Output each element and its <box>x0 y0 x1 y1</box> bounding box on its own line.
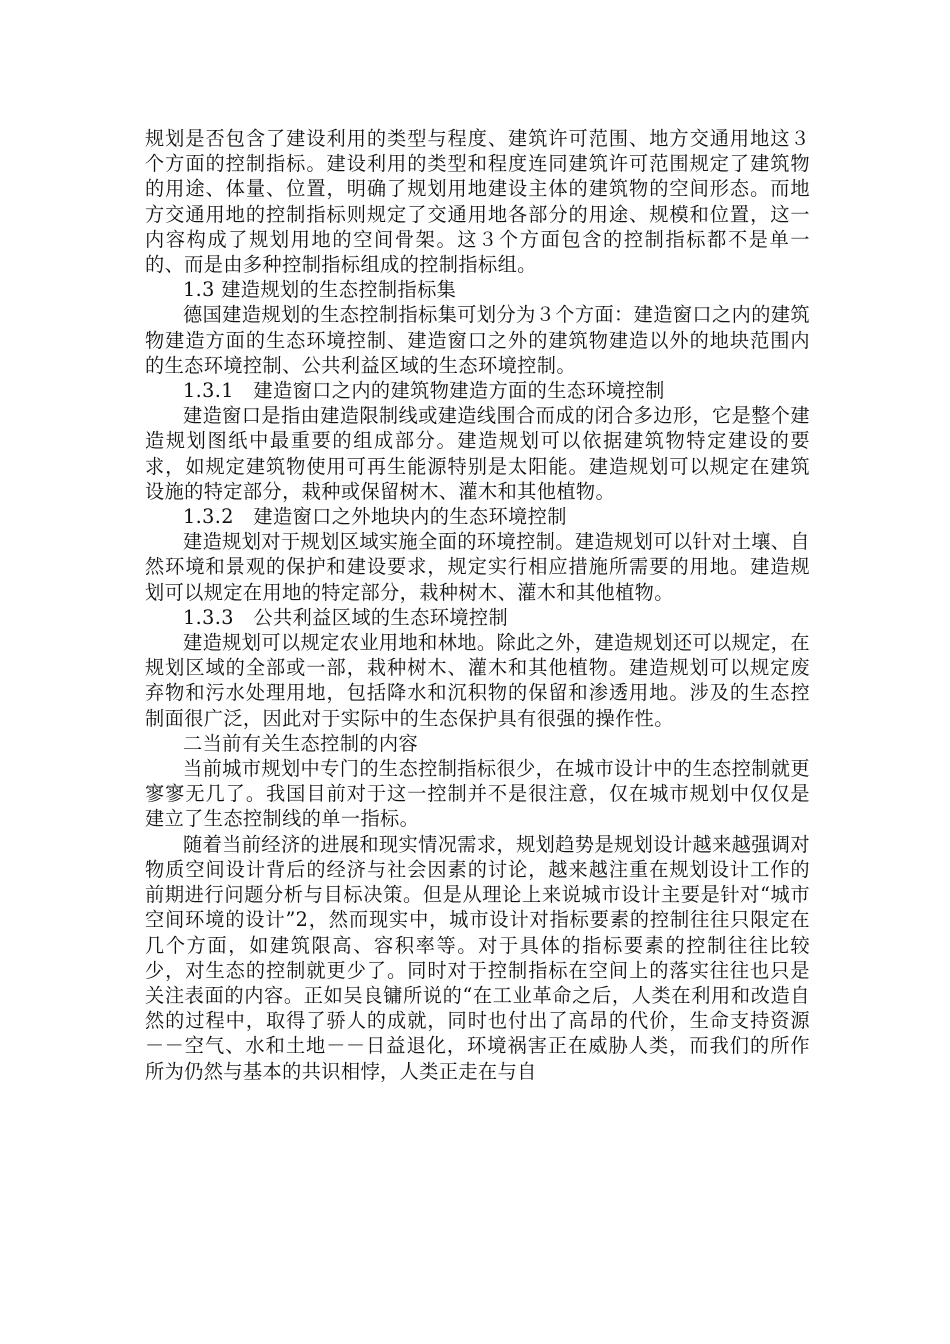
body-paragraph: 规划是否包含了建设利用的类型与程度、建筑许可范围、地方交通用地这３个方面的控制指标。建设利用的类型和程度连同建筑许可范围规定了建筑物的用途、体量、位置，明确了规划用地建设主体的建筑物的空间形态。而地方交通用地的控制指标则规定了交通用地各部分的用途、规模和位置，这一内容构成了规划用地的空间骨架。这３个方面包含的控制指标都不是单一的、而是由多种控制指标组成的控制指标组。 <box>145 127 810 277</box>
body-paragraph: 随着当前经济的进展和现实情况需求，规划趋势是规划设计越来越强调对物质空间设计背后的经济与社会因素的讨论，越来越注重在规划设计工作的前期进行问题分析与目标决策。但是从理论上来说城市设计主要是针对“城市空间环境的设计”2，然而现实中，城市设计对指标要素的控制往往只限定在几个方面，如建筑限高、容积率等。对于具体的指标要素的控制往往比较少，对生态的控制就更少了。同时对于控制指标在空间上的落实往往也只是关注表面的内容。正如吴良镛所说的“在工业革命之后，人类在利用和改造自然的过程中，取得了骄人的成就，同时也付出了高昂的代价，生命支持资源－－空气、水和土地－－日益退化，环境祸害正在威胁人类，而我们的所作所为仍然与基本的共识相悖，人类正走在与自 <box>145 832 810 1083</box>
body-paragraph: 建造规划对于规划区域实施全面的环境控制。建造规划可以针对土壤、自然环境和景观的保护和建设要求，规定实行相应措施所需要的用地。建造规划可以规定在用地的特定部分，栽种树木、灌木和其他植物。 <box>145 530 810 604</box>
subsection-heading: 1.3.3 公共利益区域的生态环境控制 <box>183 605 509 629</box>
subsection-heading: 1.3.2 建造窗口之外地块内的生态环境控制 <box>183 505 567 529</box>
body-paragraph: 建造规划可以规定农业用地和林地。除此之外，建造规划还可以规定，在规划区域的全部或一部，栽种树木、灌木和其他植物。建造规划可以规定废弃物和污水处理用地，包括降水和沉积物的保留和渗透用地。涉及的生态控制面很广泛，因此对于实际中的生态保护具有很强的操作性。 <box>145 631 810 730</box>
section-heading: 1.3 建造规划的生态控制指标集 <box>183 278 457 302</box>
subsection-heading: 1.3.1 建造窗口之内的建筑物建造方面的生态环境控制 <box>183 379 665 403</box>
body-paragraph: 德国建造规划的生态控制指标集可划分为３个方面：建造窗口之内的建筑物建造方面的生态环境控制、建造窗口之外的建筑物建造以外的地块范围内的生态环境控制、公共利益区域的生态环境控制。 <box>145 303 810 377</box>
body-paragraph: 当前城市规划中专门的生态控制指标很少，在城市设计中的生态控制就更寥寥无几了。我国目前对于这一控制并不是很注意，仅在城市规划中仅仅是建立了生态控制线的单一指标。 <box>145 757 810 831</box>
body-paragraph: 建造窗口是指由建造限制线或建造线围合而成的闭合多边形，它是整个建造规划图纸中最重要的组成部分。建造规划可以依据建筑物特定建设的要求，如规定建筑物使用可再生能源特别是太阳能。建造规划可以规定在建筑设施的特定部分，栽种或保留树木、灌木和其他植物。 <box>145 404 810 503</box>
document-page <box>145 126 810 1084</box>
section-heading: 二当前有关生态控制的内容 <box>183 731 419 755</box>
